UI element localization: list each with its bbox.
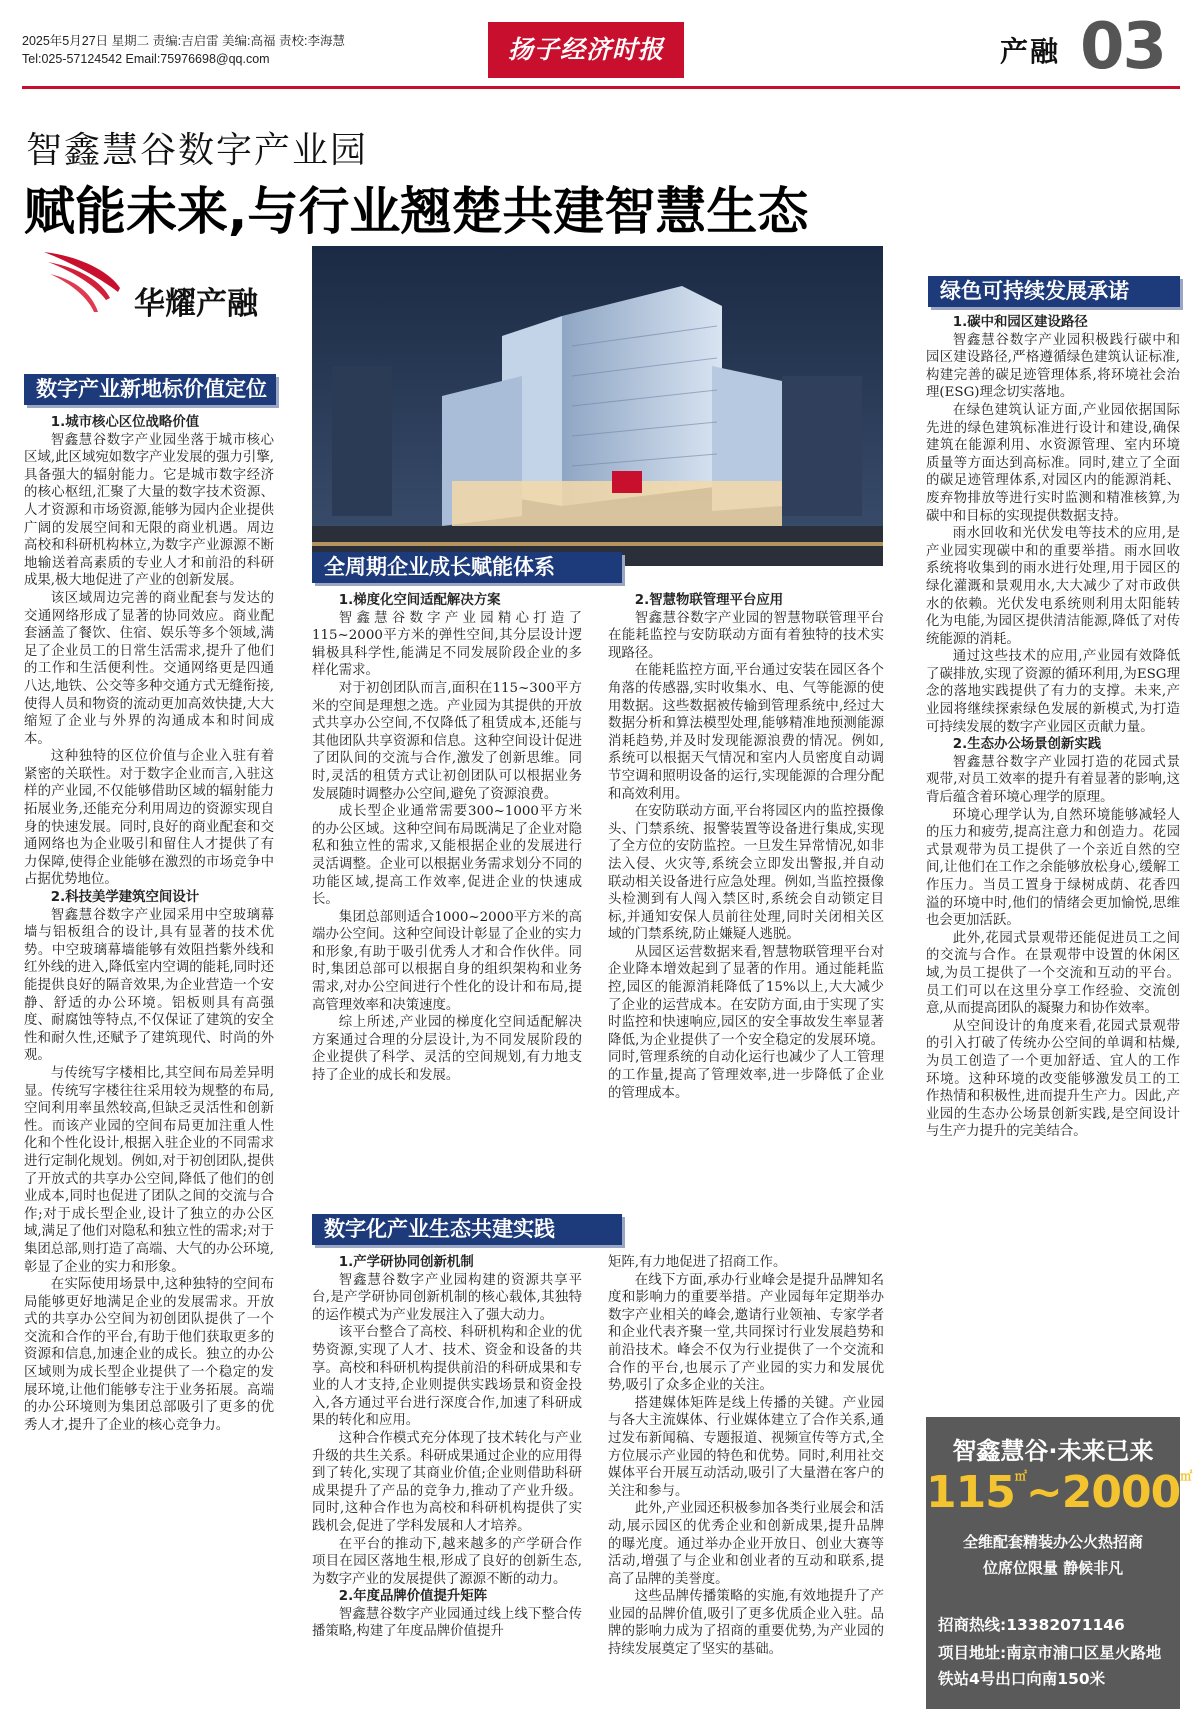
paragraph: 通过这些技术的应用,产业园有效降低了碳排放,实现了资源的循环利用,为ESG理念的落地实践提供了有力的支撑。未来,产业园将继续探索绿色发展的新模式,为打造可持续发展的数字产业园区贡献力量。 xyxy=(926,649,1180,735)
paragraph: 此外,产业园还积极参加各类行业展会和活动,展示园区的优秀企业和创新成果,提升品牌的曝光度。通过举办企业开放日、创业大赛等活动,增强了与企业和创业者的互动和联系,提高了品牌的美誉度。 xyxy=(608,1501,884,1587)
band-mid2: 数字化产业生态共建实践 xyxy=(312,1214,622,1245)
article-col1 xyxy=(24,414,274,1710)
paragraph: 智鑫慧谷数字产业园的智慧物联管理平台在能耗监控与安防联动方面有着独特的技术实现路径。 xyxy=(608,610,884,661)
paragraph: 智鑫慧谷数字产业园打造的花园式景观带,对员工效率的提升有着显著的影响,这背后蕴含着环境心理学的原理。 xyxy=(926,754,1180,806)
paragraph: 此外,花园式景观带还能促进员工之间的交流与合作。在景观带中设置的休闲区域,为员工提供了一个交流和互动的平台。员工们可以在这里分享工作经验、交流创意,从而提高团队的凝聚力和协作效率。 xyxy=(926,930,1180,1017)
ad-area-sep: ~ xyxy=(1025,1467,1062,1518)
subhead: 2.智慧物联管理平台应用 xyxy=(634,593,784,608)
subhead: 2.科技美学建筑空间设计 xyxy=(50,890,200,906)
ad-area-min: 115 xyxy=(926,1467,1015,1518)
subhead: 1.产学研协同创新机制 xyxy=(338,1255,474,1270)
paragraph: 智鑫慧谷数字产业园积极践行碳中和园区建设路径,严格遵循绿色建筑认证标准,构建完善的碳足迹管理体系,将环境社会治理(ESG)理念切实落地。 xyxy=(926,332,1180,401)
paragraph: 这种独特的区位价值与企业入驻有着紧密的关联性。对于数字企业而言,入驻这样的产业园,不仅能够借助区域的辐射能力拓展业务,还能充分利用周边的资源实现自身的快速发展。同时,良好的商业配套和交通网络也为企业吸引和留住人才提供了有力保障,使得企业能够在激烈的市场竞争中占据优势地位。 xyxy=(24,749,274,888)
paragraph: 从园区运营数据来看,智慧物联管理平台对企业降本增效起到了显著的作用。通过能耗监控,园区的能源消耗降低了15%以上,大大减少了企业的运营成本。在安防方面,由于实现了实时监控和快速响应,园区的安全事故发生率显著降低,为企业提供了一个安全稳定的发展环境。同时,管理系统的自动化运行也减少了人工管理的工作量,提高了管理效率,进一步降低了企业的管理成本。 xyxy=(608,944,884,1101)
paragraph: 在绿色建筑认证方面,产业园依据国际先进的绿色建筑标准进行设计和建设,确保建筑在能源利用、水资源管理、室内环境质量等方面达到高标准。同时,建立了全面的碳足迹管理体系,对园区内的能源消耗、废弃物排放等进行实时监测和精准核算,为碳中和目标的实现提供数据支持。 xyxy=(926,402,1180,524)
paragraph: 智鑫慧谷数字产业园坐落于城市核心区域,此区域宛如数字产业发展的强力引擎,具备强大的辐射能力。它是城市数字经济的核心枢纽,汇聚了大量的数字技术资源、人才资源和市场资源,能够为园内企业提供广阔的发展空间和无限的商业机遇。周边高校和科研机构林立,为数字产业源源不断地输送着高素质的专业人才和前沿的科研成果,极大地促进了产业的创新发展。 xyxy=(24,432,274,589)
article-mid2-right xyxy=(608,1254,884,1710)
ad-address-1: 项目地址:南京市浦口区星火路地 xyxy=(938,1644,1162,1662)
band-mid1: 全周期企业成长赋能体系 xyxy=(312,552,622,583)
paragraph: 从空间设计的角度来看,花园式景观带的引入打破了传统办公空间的单调和枯燥,为员工创造了一个更加舒适、宜人的工作环境。这种环境的改变能够激发员工的工作热情和积极性,进而提升生产力。因此,产业园的生态办公场景创新实践,是空间设计与生产力提升的完美结合。 xyxy=(926,1018,1180,1140)
ad-slogan-1: 全维配套精装办公火热招商 xyxy=(962,1533,1143,1551)
headline-main: 赋能未来,与行业翘楚共建智慧生态 xyxy=(24,183,809,242)
park-rendering-image xyxy=(312,246,883,566)
paragraph: 成长型企业通常需要300~1000平方米的办公区域。这种空间布局既满足了企业对隐私和独立性的需求,又能根据企业的发展进行灵活调整。企业可以根据业务需求划分不同的功能区域,提高工作效率,促进企业的快速成长。 xyxy=(312,804,582,908)
paragraph: 这种合作模式充分体现了技术转化与产业升级的共生关系。科研成果通过企业的应用得到了转化,实现了其商业价值;企业则借助科研成果提升了产品的竞争力,推动了产业升级。同时,这种合作也为高校和科研机构提供了实践机会,促进了学科发展和人才培养。 xyxy=(312,1430,582,1534)
article-mid1-right xyxy=(608,592,884,1192)
paragraph: 该区域周边完善的商业配套与发达的交通网络形成了显著的协同效应。商业配套涵盖了餐饮、住宿、娱乐等多个领域,满足了企业员工的日常生活需求,提升了他们的工作和生活便利性。交通网络更是四通八达,地铁、公交等多种交通方式无缝衔接,使得人员和物资的流动更加高效快捷,大大缩短了企业与外界的沟通成本和时间成本。 xyxy=(24,590,274,747)
paragraph: 在平台的推动下,越来越多的产学研合作项目在园区落地生根,形成了良好的创新生态,为数字产业的发展提供了源源不断的动力。 xyxy=(312,1536,582,1587)
brand-name: 华耀产融 xyxy=(134,286,258,322)
paragraph: 这些品牌传播策略的实施,有效地提升了产业园的品牌价值,吸引了更多优质企业入驻。品牌的影响力成为了招商的重要优势,为产业园的持续发展奠定了坚实的基础。 xyxy=(608,1589,884,1658)
ad-address-2: 铁站4号出口向南150米 xyxy=(938,1670,1106,1688)
ad-area-max: 2000 xyxy=(1061,1467,1181,1518)
paragraph: 智鑫慧谷数字产业园精心打造了115~2000平方米的弹性空间,其分层设计逻辑极具科学性,能满足不同发展阶段企业的多样化需求。 xyxy=(312,610,582,679)
paragraph: 环境心理学认为,自然环境能够减轻人的压力和疲劳,提高注意力和创造力。花园式景观带为员工提供了一个亲近自然的空间,让他们在工作之余能够放松身心,缓解工作压力。当员工置身于绿树成荫、花香四溢的环境中时,他们的情绪会更加愉悦,思维也会更加活跃。 xyxy=(926,807,1180,929)
paragraph: 智鑫慧谷数字产业园构建的资源共享平台,是产学研协同创新机制的核心载体,其独特的运作模式为产业发展注入了强大动力。 xyxy=(312,1272,582,1323)
header-date-editors: 2025年5月27日 星期二 责编:吉启雷 美编:高福 责校:李海慧 xyxy=(22,34,345,48)
newspaper-logo: 扬子经济时报 xyxy=(488,22,684,78)
paragraph: 在安防联动方面,平台将园区内的监控摄像头、门禁系统、报警装置等设备进行集成,实现了全方位的安防监控。一旦发生异常情况,如非法入侵、火灾等,系统会立即发出警报,并自动联动相关设备进行应急处理。例如,当监控摄像头检测到有人闯入禁区时,系统会自动锁定目标,并通知安保人员前往处理,同时关闭相关区域的门禁系统,防止嫌疑人逃脱。 xyxy=(608,804,884,943)
paragraph: 在线下方面,承办行业峰会是提升品牌知名度和影响力的重要举措。产业园每年定期举办数字产业相关的峰会,邀请行业领袖、专家学者和企业代表齐聚一堂,共同探讨行业发展趋势和前沿技术。峰会不仅为行业提供了一个交流和合作的平台,也展示了产业园的实力和发展优势,吸引了众多企业的关注。 xyxy=(608,1272,884,1394)
ad-area-range xyxy=(926,1467,1192,1518)
band-col1: 数字产业新地标价值定位 xyxy=(24,374,276,405)
brand-logo-icon xyxy=(40,248,125,318)
paragraph: 该平台整合了高校、科研机构和企业的优势资源,实现了人才、技术、资金和设备的共享。高校和科研机构提供前沿的科研成果和专业的人才支持,企业则提供实践场景和资金投入,各方通过平台进行深度合作,加速了科研成果的转化和应用。 xyxy=(312,1325,582,1429)
ad-hotline: 招商热线:13382071146 xyxy=(938,1616,1125,1634)
subhead: 1.碳中和园区建设路径 xyxy=(952,315,1088,330)
article-col4 xyxy=(926,314,1180,1406)
paragraph: 集团总部则适合1000~2000平方米的高端办公空间。这种空间设计彰显了企业的实力和形象,有助于吸引优秀人才和合作伙伴。同时,集团总部可以根据自身的组织架构和业务需求,对办公空间进行个性化的设计和布局,提高管理效率和决策速度。 xyxy=(312,909,582,1013)
ad-unit: ㎡ xyxy=(1180,1469,1192,1483)
paragraph: 对于初创团队而言,面积在115~300平方米的空间是理想之选。产业园为其提供的开放式共享办公空间,不仅降低了租赁成本,还能与其他团队共享资源和信息。这种空间设计促进了团队间的交流与合作,激发了创新思维。同时,灵活的租赁方式让初创团队可以根据业务发展随时调整办公空间,避免了资源浪费。 xyxy=(312,680,582,802)
ad-box xyxy=(926,1417,1192,1709)
page-number: 03 xyxy=(1080,10,1166,84)
paragraph: 矩阵,有力地促进了招商工作。 xyxy=(608,1255,787,1270)
subhead: 1.城市核心区位战略价值 xyxy=(50,415,200,430)
headline-kicker: 智鑫慧谷数字产业园 xyxy=(26,130,369,171)
band-col4: 绿色可持续发展承诺 xyxy=(928,276,1180,307)
paragraph: 智鑫慧谷数字产业园通过线上线下整合传播策略,构建了年度品牌价值提升 xyxy=(312,1606,582,1640)
paragraph: 在能耗监控方面,平台通过安装在园区各个角落的传感器,实时收集水、电、气等能源的使用数据。这些数据被传输到管理系统中,经过大数据分析和算法模型处理,能够精准地预测能源消耗趋势,并及时发现能源浪费的情况。例如,系统可以根据天气情况和室内人员密度自动调节空调和照明设备的运行,实现能源的合理分配和高效利用。 xyxy=(608,663,884,802)
paragraph: 智鑫慧谷数字产业园采用中空玻璃幕墙与铝板组合的设计,具有显著的技术优势。中空玻璃幕墙能够有效阻挡紫外线和红外线的进入,降低室内空调的能耗,同时还能提供良好的隔音效果,为企业营造一个安静、舒适的办公环境。铝板则具有高强度、耐腐蚀等特点,不仅保证了建筑的安全性和耐久性,还赋予了建筑现代、时尚的外观。 xyxy=(24,907,274,1064)
ad-unit: ㎡ xyxy=(1014,1469,1026,1483)
article-mid1-left xyxy=(312,592,582,1192)
paragraph: 搭建媒体矩阵是线上传播的关键。产业园与各大主流媒体、行业媒体建立了合作关系,通过发布新闻稿、专题报道、视频宣传等方式,全方位展示产业园的特色和优势。同时,利用社交媒体平台开展互动活动,吸引了大量潜在客户的关注和参与。 xyxy=(608,1395,884,1499)
header-contact: Tel:025-57124542 Email:75976698@qq.com xyxy=(22,52,270,66)
paragraph: 与传统写字楼相比,其空间布局差异明显。传统写字楼往往采用较为规整的布局,空间利用率虽然较高,但缺乏灵活性和创新性。而该产业园的空间布局更加注重人性化和个性化设计,根据入驻企业的不同需求进行定制化规划。例如,对于初创团队,提供了开放式的共享办公空间,降低了他们的创业成本,同时也促进了团队之间的交流与合作;对于成长型企业,设计了独立的办公区域,满足了他们对隐私和独立性的需求;对于集团总部,则打造了高端、大气的办公环境,彰显了企业的实力和形象。 xyxy=(24,1065,274,1275)
section-name: 产融 xyxy=(1000,35,1061,68)
subhead: 2.生态办公场景创新实践 xyxy=(952,737,1102,753)
subhead: 2.年度品牌价值提升矩阵 xyxy=(338,1589,488,1605)
paragraph: 雨水回收和光伏发电等技术的应用,是产业园实现碳中和的重要举措。雨水回收系统将收集到的雨水进行处理,用于园区的绿化灌溉和景观用水,大大减少了对市政供水的依赖。光伏发电系统则利用太阳能转化为电能,为园区提供清洁能源,降低了对传统能源的消耗。 xyxy=(926,526,1180,647)
article-mid2-left xyxy=(312,1254,582,1710)
header-rule xyxy=(22,86,1180,89)
ad-title: 智鑫慧谷·未来已来 xyxy=(952,1437,1154,1465)
paragraph: 在实际使用场景中,这种独特的空间布局能够更好地满足企业的发展需求。开放式的共享办公空间为初创团队提供了一个交流和合作的平台,有助于他们获取更多的资源和信息,加速企业的成长。独立的办公区域则为成长型企业提供了一个稳定的发展环境,让他们能够专注于业务拓展。高端的办公环境则为集团总部吸引了更多的优秀人才,提升了企业的核心竞争力。 xyxy=(24,1277,274,1433)
subhead: 1.梯度化空间适配解决方案 xyxy=(338,593,501,608)
paragraph: 综上所述,产业园的梯度化空间适配解决方案通过合理的分层设计,为不同发展阶段的企业提供了科学、灵活的空间规划,有力地支持了企业的成长和发展。 xyxy=(312,1015,582,1084)
ad-slogan-2: 位席位限量 静候非凡 xyxy=(982,1559,1124,1577)
